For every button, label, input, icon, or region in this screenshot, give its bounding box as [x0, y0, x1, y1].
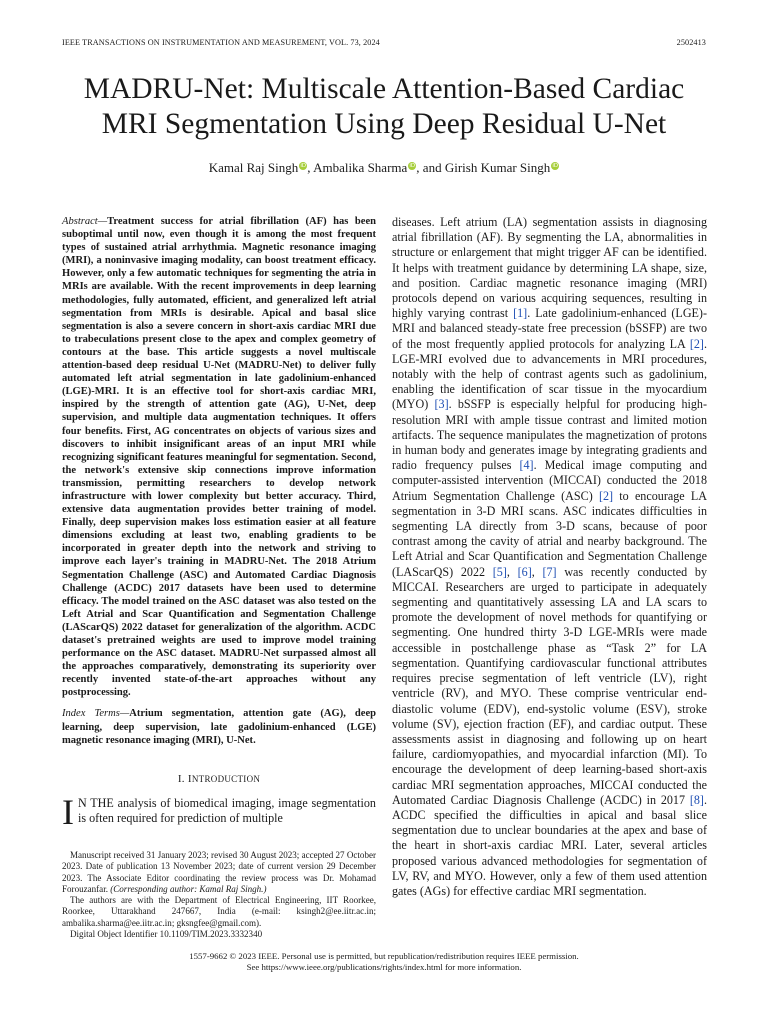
abstract-label: Abstract— — [62, 216, 108, 227]
author-3: Girish Kumar Singh — [444, 160, 551, 175]
reference-link[interactable]: [2] — [598, 488, 614, 503]
author-1: Kamal Raj Singh — [208, 160, 299, 175]
abstract — [62, 215, 376, 699]
orcid-icon[interactable]: iD — [409, 163, 416, 169]
paper-title — [40, 72, 728, 142]
body-text: . ACDC specified the difficulties in apical and basal slice segmentation due to unclear boundaries at the apex and base of the heart in short-axis cardiac MRI. Later, several articles proposed various advanced methodologies for segmentation of LV, RV, and MYO. However, only a few of them used attention gates (AGs) for effective cardiac MRI segmentation. — [392, 792, 707, 898]
footnote-manuscript — [62, 850, 376, 895]
footnote-manuscript-text: Manuscript received 31 January 2023; revised 30 August 2023; accepted 27 October 2023. Date of publication 13 November 2023; date of current version 29 December 2023. The Associate Editor coordinating the review process was Dr. Mohamad Forouzanfar. — [62, 850, 376, 894]
right-column — [392, 215, 707, 899]
intro-paragraph — [62, 791, 376, 832]
footnote-affiliation: The authors are with the Department of Electrical Engineering, IIT Roorkee, Roorkee, Uttarakhand 247667, India (e-mail: ksingh2@ee.iitr.ac.in; ambalika.sharma@ee.iitr.ac.in; gksngfee@gmail.com). — [62, 895, 376, 928]
orcid-icon[interactable]: iD — [552, 163, 559, 169]
author-separator: , and — [416, 160, 445, 175]
body-text: . Medical image computing and computer-assisted intervention (MICCAI) conducted the 2018 Atrium Segmentation Challenge (ASC) — [392, 458, 708, 503]
intro-text: analysis of biomedical imaging, image segmentation is often required for prediction of multiple — [78, 795, 376, 825]
body-text: was recently conducted by MICCAI. Researchers are urged to participate in adequately segmenting and quantitatively assessing LA and LA scars to promote the development of novel methods for quantifying or segmenting. One hundred thirty 3-D LGE-MRIs were made accessible in postchallenge phase as “Task 2” for LA segmentation. Quantifying cardiovascular functional attributes requires precise segmentation of left ventricle (LV), right ventricle (RV), and MYO. These comprise ventricular end-diastolic volume (EDV), end-systolic volume (ESV), stroke volume (SV), ejection fraction (EF), and cardiac output. These assessments assist in diagnosing and following up on heart failure, cardiomyopathies, and myocardial infarction (MI). To encourage the development of deep learning-based short-axis cardiac MRI segmentation approaches, MICCAI conducted the Automated Cardiac Diagnosis Challenge (ACDC) in 2017 — [392, 564, 708, 807]
section-title-rest: NTRODUCTION — [191, 773, 261, 784]
reference-link[interactable]: [4] — [519, 458, 534, 473]
reference-link[interactable]: [7] — [542, 564, 557, 579]
corresponding-author: (Corresponding author: Kamal Raj Singh.) — [110, 883, 267, 894]
body-text: . bSSFP is especially helpful for producing high-resolution MRI with ample tissue contrast and limited motion artifacts. The sequence manipulates the magnetization of protons in human body and generates image by integrating gradients and radio frequency pulses — [392, 397, 707, 473]
article-number: 2502413 — [676, 38, 706, 47]
reference-link[interactable]: [6] — [517, 564, 532, 579]
orcid-icon[interactable]: iD — [300, 163, 307, 169]
section-heading — [62, 773, 376, 785]
abstract-text: Treatment success for atrial fibrillation (AF) has been suboptimal until now, even though it is among the most frequent types of sustained atrial arrhythmia. Magnetic resonance imaging (MRI), a noninvasive imaging modality, can boost treatment efficacy. However, only a few automatic techniques for segmenting the atria in MRIs are available. With the recent improvements in deep learning methodologies, fully automated, efficient, and generalized left atrial segmentation from MRIs is desirable. Apical and basal slice segmentation is also a severe concern in short-axis cardiac MRI due to trabeculations present close to the apex and complex geometry of contours at the base. This article suggests a novel multiscale attention-based deep residual U-Net (MADRU-Net) to deliver fully automated left atrial segmentation in late gadolinium-enhanced (LGE)-MRI. It is an effective tool for short-axis cardiac MRI, inspired by the strength of attention gate (AG), U-Net, deep supervision, and multiple data augmentation techniques. It offers four benefits. First, AG concentrates on objects of various sizes and discovers to inhibit insignificant areas of an input MRI while recognizing significant features meaningful for segmentation. Second, the network's extensive skip connections improve information transmission, permitting researchers to develop network infrastructure with lower complexity but better accuracy. Third, extensive data augmentation provides better training of model. Finally, deep supervision makes loss estimation easier at all feature dimensions excluding at least two, enabling gradients to be incorporated in greater depth into the network and striving to improve each layer's training in MADRU-Net. The 2018 Atrium Segmentation Challenge (ASC) and Automated Cardiac Diagnosis Challenge (ACDC) 2017 datasets have been used to determine efficacy. The model trained on the ASC dataset was also tested on the Left Atrial and Scar Quantification and Segmentation Challenge (LAScarQS) 2022 dataset for generalization of the algorithm. ACDC dataset's pretrained weights are used to improve model training performance on the ASC dataset. MADRU-Net surpassed almost all the approaches comparatively, demonstrating its superiority over recently invented state-of-the-art approaches without any postprocessing. — [62, 216, 376, 699]
rights-url-line: See https://www.ieee.org/publications/rights/index.html for more information. — [246, 962, 522, 972]
body-text: , — [531, 564, 543, 579]
journal-name: IEEE TRANSACTIONS ON INSTRUMENTATION AND MEASUREMENT, VOL. 73, 2024 — [62, 38, 380, 47]
reference-link[interactable]: [2] — [689, 336, 704, 351]
index-terms — [62, 707, 376, 746]
body-paragraph — [392, 215, 707, 899]
body-text: . LGE-MRI evolved due to advancements in MRI procedures, notably with the help of contrast agents such as gadolinium, enabling the identification of scar tissue in the myocardium (MYO) — [392, 336, 707, 412]
reference-link[interactable]: [8] — [689, 792, 704, 807]
reference-link[interactable]: [3] — [434, 397, 449, 412]
title-line-2: MRI Segmentation Using Deep Residual U-Net — [101, 108, 667, 140]
drop-cap: I — [62, 791, 74, 832]
footnotes — [62, 850, 376, 940]
author-2: Ambalika Sharma — [313, 160, 408, 175]
reference-link[interactable]: [5] — [492, 564, 507, 579]
body-text: . Late gadolinium-enhanced (LGE)-MRI and balanced steady-state free precession (bSSFP) are two of the most frequently applied protocols for analyzing LA — [392, 306, 707, 351]
index-terms-text: Atrium segmentation, attention gate (AG), deep learning, deep supervision, late gadolinium-enhanced (LGE) magnetic resonance imaging (MRI), U-Net. — [62, 708, 376, 746]
intro-caps: N THE — [78, 795, 114, 810]
copyright-line: 1557-9662 © 2023 IEEE. Personal use is permitted, but republication/redistribution requires IEEE permission. — [189, 951, 579, 961]
title-line-1: MADRU-Net: Multiscale Attention-Based Cardiac — [83, 73, 685, 105]
body-text: , — [506, 564, 518, 579]
copyright-footer — [40, 951, 728, 973]
running-header — [62, 38, 706, 50]
body-text: to encourage LA segmentation in 3-D MRI scans. ASC indicates difficulties in segmenting LA directly from 3-D scans, because of poor contrast among the cavity of atrial and nearby background. The Left Atrial and Scar Quantification and Segmentation Challenge (LAScarQS) 2022 — [392, 488, 707, 579]
left-column — [62, 215, 376, 832]
index-terms-label: Index Terms— — [62, 708, 130, 720]
reference-link[interactable]: [1] — [513, 306, 528, 321]
author-list — [40, 160, 728, 176]
section-number: I. — [177, 772, 188, 785]
section-title-initial: I — [187, 772, 192, 785]
body-text: diseases. Left atrium (LA) segmentation assists in diagnosing atrial fibrillation (AF). By segmenting the LA, abnormalities in structure or enlargement that might trigger AF can be identified. It helps with treatment guidance by determining LA shape, size, and position. Cardiac magnetic resonance imaging (MRI) protocols depend on various acquiring sequences, resulting in highly varying contrast — [392, 215, 707, 321]
footnote-doi: Digital Object Identifier 10.1109/TIM.2023.3332340 — [70, 929, 263, 940]
author-separator: , — [307, 160, 314, 175]
